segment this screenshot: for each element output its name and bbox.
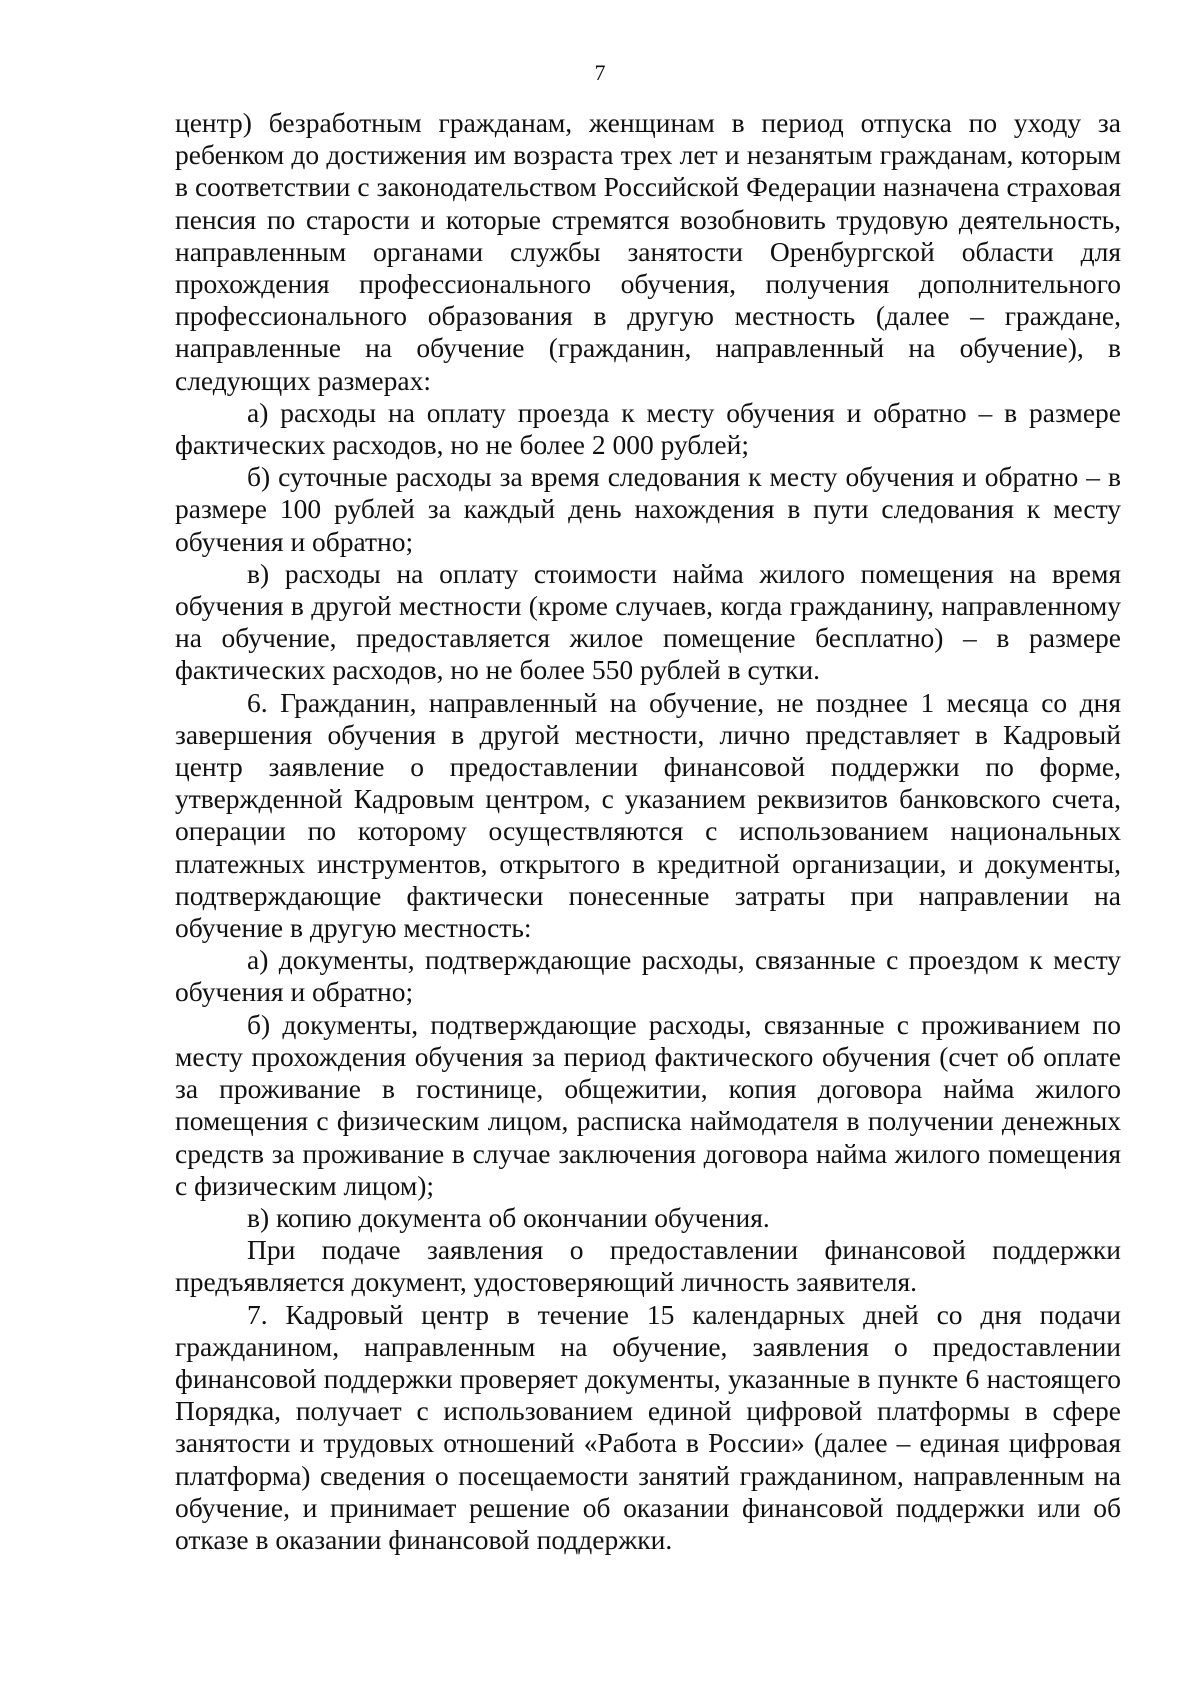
paragraph-item-v-housing: в) расходы на оплату стоимости найма жилого помещения на время обучения в другой местности (кроме случаев, когда гражданину, направленному на обучение, предоставляется жилое помещение бесплатно) – в размере фактических расходов, но не более 550 рублей в сутки. (175, 557, 1121, 686)
paragraph-clause-6-item-a: а) документы, подтверждающие расходы, связанные с проездом к месту обучения и обратно; (175, 944, 1121, 1008)
paragraph-clause-6-item-b: б) документы, подтверждающие расходы, связанные с проживанием по месту прохождения обучения за период фактического обучения (счет об оплате за проживание в гостинице, общежитии, копия договора найма жилого помещения с физическим лицом, расписка наймодателя в получении денежных средств за проживание в случае заключения договора найма жилого помещения с физическим лицом); (175, 1008, 1121, 1201)
paragraph-clause-6-item-v: в) копию документа об окончании обучения. (247, 1201, 770, 1233)
paragraph-item-b-daily: б) суточные расходы за время следования к месту обучения и обратно – в размере 100 рублей за каждый день нахождения в пути следования к месту обучения и обратно; (175, 461, 1121, 557)
paragraph-identity-document: При подаче заявления о предоставлении финансовой поддержки предъявляется документ, удостоверяющий личность заявителя. (175, 1234, 1121, 1298)
document-body (175, 107, 1121, 1556)
paragraph-continuation: центр) безработным гражданам, женщинам в период отпуска по уходу за ребенком до достижения им возраста трех лет и незанятым гражданам, которым в соответствии с законодательством Российской Федерации назначена страховая пенсия по старости и которые стремятся возобновить трудовую деятельность, направленным органами службы занятости Оренбургской области для прохождения профессионального обучения, получения дополнительного профессионального образования в другую местность (далее – граждане, направленные на обучение (гражданин, направленный на обучение), в следующих размерах: (175, 107, 1121, 396)
paragraph-item-a-travel: а) расходы на оплату проезда к месту обучения и обратно – в размере фактических расходов, но не более 2 000 рублей; (175, 396, 1121, 461)
paragraph-clause-7: 7. Кадровый центр в течение 15 календарных дней со дня подачи гражданином, направленным на обучение, заявления о предоставлении финансовой поддержки проверяет документы, указанные в пункте 6 настоящего Порядка, получает с использованием единой цифровой платформы в сфере занятости и трудовых отношений «Работа в России» (далее – единая цифровая платформа) сведения о посещаемости занятий гражданином, направленным на обучение, и принимает решение об оказании финансовой поддержки или об отказе в оказании финансовой поддержки. (175, 1298, 1121, 1555)
page-number: 7 (594, 60, 606, 85)
paragraph-clause-6: 6. Гражданин, направленный на обучение, не позднее 1 месяца со дня завершения обучения в другой местности, лично представляет в Кадровый центр заявление о предоставлении финансовой поддержки по форме, утвержденной Кадровым центром, с указанием реквизитов банковского счета, операции по которому осуществляются с использованием национальных платежных инструментов, открытого в кредитной организации, и документы, подтверждающие фактически понесенные затраты при направлении на обучение в другую местность: (175, 686, 1121, 944)
